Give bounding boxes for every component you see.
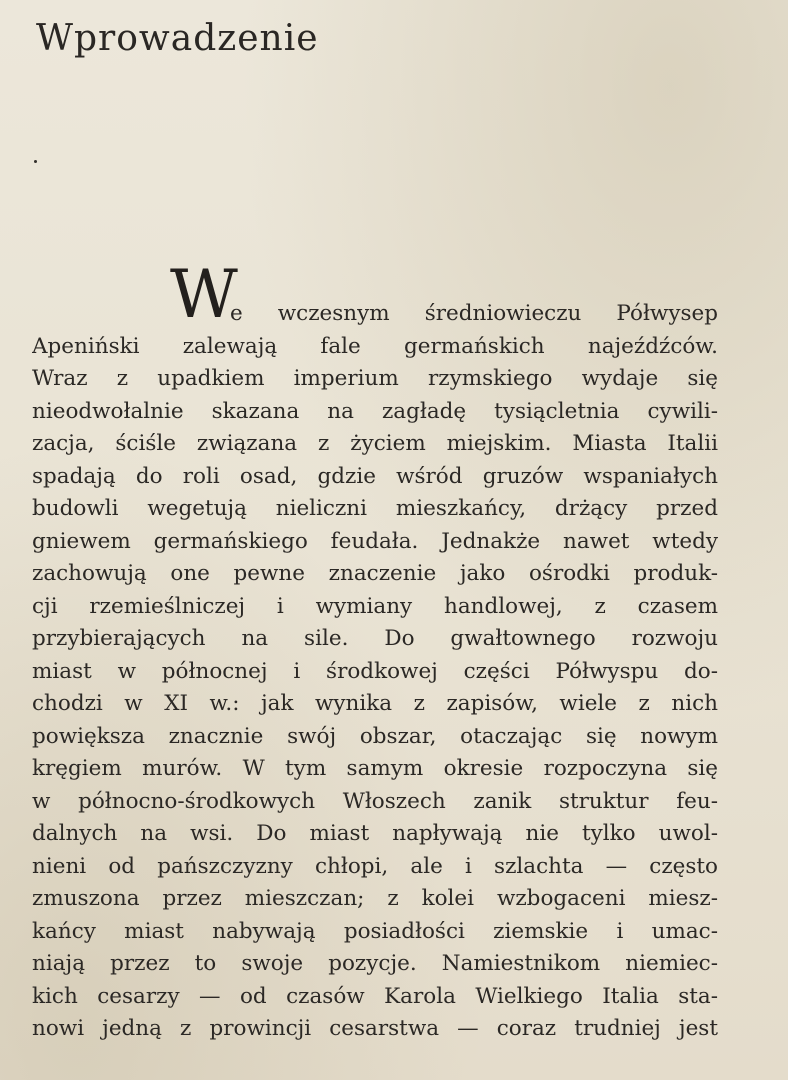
chapter-heading: Wprowadzenie	[36, 18, 319, 59]
text-line: nieni od pańszczyzny chłopi, ale i szlachta — często	[32, 853, 718, 879]
text-line: przybierających na sile. Do gwałtownego rozwoju	[32, 626, 718, 651]
body-text	[32, 298, 718, 1046]
text-line: zacja, ściśle związana z życiem miejskim. Miasta Italii	[32, 431, 718, 456]
text-line: miast w północnej i środkowej części Półwyspu do-	[32, 658, 718, 684]
text-line: Wraz z upadkiem imperium rzymskiego wydaje się	[32, 366, 718, 391]
text-line: kręgiem murów. W tym samym okresie rozpoczyna się	[32, 756, 718, 781]
text-line: e wczesnym średniowieczu Półwysep	[230, 301, 718, 326]
text-line: nowi jedną z prowincji cesarstwa — coraz trudniej jest	[32, 1016, 718, 1041]
text-line: dalnych na wsi. Do miast napływają nie tylko uwol-	[32, 821, 718, 846]
text-line: chodzi w XI w.: jak wynika z zapisów, wiele z nich	[32, 691, 718, 716]
text-line: gniewem germańskiego feudała. Jednakże nawet wtedy	[32, 528, 718, 554]
text-line: nieodwołalnie skazana na zagładę tysiącletnia cywili-	[32, 398, 718, 424]
text-line: kich cesarzy — od czasów Karola Wielkiego Italia sta-	[32, 983, 718, 1009]
text-line: powiększa znacznie swój obszar, otaczając się nowym	[32, 723, 718, 749]
text-line: kańcy miast nabywają posiadłości ziemskie i umac-	[32, 918, 718, 944]
ink-mark	[34, 160, 37, 163]
text-line: cji rzemieślniczej i wymiany handlowej, z czasem	[32, 593, 718, 619]
drop-cap: W	[170, 256, 238, 333]
text-line: zachowują one pewne znaczenie jako ośrodki produk-	[32, 561, 718, 586]
text-line: niają przez to swoje pozycje. Namiestnikom niemiec-	[32, 951, 718, 976]
text-line: budowli wegetują nieliczni mieszkańcy, drżący przed	[32, 496, 718, 521]
text-line: spadają do roli osad, gdzie wśród gruzów wspaniałych	[32, 463, 718, 489]
text-line: w północno-środkowych Włoszech zanik struktur feu-	[32, 788, 718, 814]
text-line: zmuszona przez mieszczan; z kolei wzbogaceni miesz-	[32, 886, 718, 911]
text-line: Apeniński zalewają fale germańskich najeźdźców.	[32, 333, 718, 359]
